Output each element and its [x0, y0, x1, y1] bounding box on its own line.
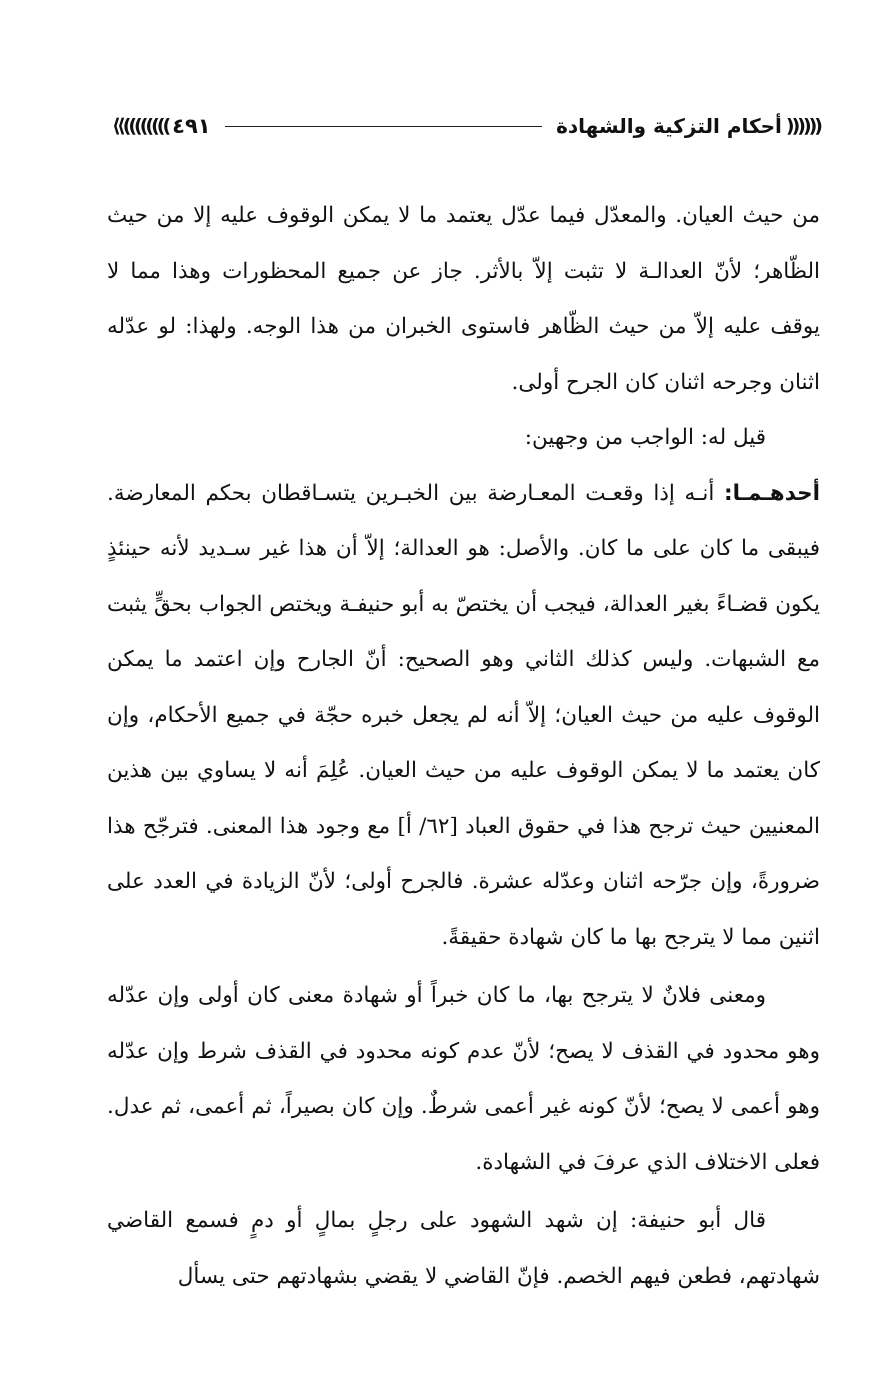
paragraph-4-text: ومعنى فلانٌ لا يترجح بها، ما كان خبراً أو شهادة معنى كان أولى وإن عدّله وهو محدود في القذف لا يصح؛ لأنّ عدم كونه محدود في القذف شرط وإن عدّله وهو أعمى لا يصح؛ لأنّ كونه غير أعمى شرطٌ. وإن كان بصيراً، ثم أعمى، ثم عدل. فعلى الاختلاف الذي عرفَ في الشهادة. [107, 983, 820, 1175]
paragraph-3-lead: أحدهـمـا: [724, 480, 820, 506]
header-title: أحكام التزكية والشهادة [556, 114, 782, 138]
paragraph-3-text: أنـه إذا وقعـت المعـارضة بين الخبـرين يتسـاقطان بحكم المعارضة. فيبقى ما كان على ما كان. والأصل: هو العدالة؛ إلاّ أن هذا غير سـديد لأنه حينئذٍ يكون قضـاءً بغير العدالة، فيجب أن يختصّ به أبو حنيفـة ويختص الجواب بحقٍّ يثبت مع الشبهات. وليس كذلك الثاني وهو الصحيح: أنّ الجارح وإن اعتمد ما يمكن الوقوف عليه من حيث العيان؛ إلاّ أنه لم يجعل خبره حجّة في جميع الأحكام، وإن كان يعتمد ما لا يمكن الوقوف عليه من حيث العيان. عُلِمَ أنه لا يساوي بين هذين المعنيين حيث ترجح هذا في حقوق العباد [٦٢/ أ] مع وجود هذا المعنى. فترجّح هذا ضرورةً، وإن جرّحه اثنان وعدّله عشرة. فالجرح أولى؛ لأنّ الزيادة في العدد على اثنين مما لا يترجح بها ما كان شهادة حقيقةً. [107, 480, 820, 950]
paragraph-1-text: من حيث العيان. والمعدّل فيما عدّل يعتمد ما لا يمكن الوقوف عليه إلا من حيث الظّاهر؛ لأنّ العدالـة لا تثبت إلاّ بالأثر. جاز عن جميع المحظورات وهذا مما لا يوقف عليه إلاّ من حيث الظّاهر فاستوى الخبران من هذا الوجه. ولهذا: لو عدّله اثنان وجرحه اثنان كان الجرح أولى. [107, 203, 820, 395]
paragraph-4 [107, 968, 820, 1190]
paragraph-2 [107, 410, 820, 466]
page-number: ٤٩١ [172, 114, 211, 138]
paragraph-2-text: قيل له: الواجب من وجهين: [524, 425, 766, 450]
header-ornament-right: )))))) [785, 115, 820, 137]
header-ornament-left: ⟪(((((((( [112, 115, 169, 137]
paragraph-5-text: قال أبو حنيفة: إن شهد الشهود على رجلٍ بمالٍ أو دمٍ فسمع القاضي شهادتهم، فطعن فيهم الخصم. فإنّ القاضي لا يقضي بشهادتهم حتى يسأل [107, 1208, 820, 1289]
paragraph-3 [107, 466, 820, 966]
paragraph-5 [107, 1193, 820, 1304]
paragraph-1 [107, 188, 820, 410]
header-rule [225, 126, 542, 127]
body-text [107, 188, 820, 1304]
running-header [112, 108, 820, 144]
